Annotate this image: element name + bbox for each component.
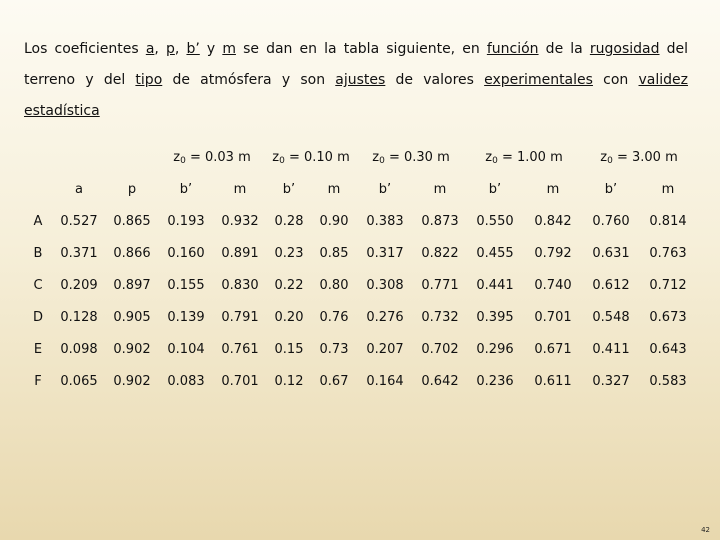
table-cell: 0.740 [534,277,572,293]
table-cell: 0.822 [421,245,459,261]
table-cell: 0.236 [476,373,514,389]
table-cell: 0.866 [113,245,151,261]
underlined-term: tipo [135,72,163,88]
column-header: m [233,182,247,197]
table-cell: 0.411 [592,341,630,357]
table-row [24,365,696,397]
table-cell: 0.612 [592,277,630,293]
z0-value: = 0.30 m [384,150,450,165]
row-label: B [33,245,43,261]
empty-header-cell [24,174,52,205]
row-label: C [33,277,43,293]
table-cell: 0.85 [319,245,349,261]
table-cell: 0.15 [274,341,304,357]
table-cell: 0.12 [274,373,304,389]
underlined-term: ajustes [335,72,386,88]
table-cell: 0.90 [319,213,349,229]
underlined-term: m [222,41,236,57]
z0-group-header [582,142,696,174]
table-row [24,301,696,333]
table-cell: 0.643 [649,341,687,357]
intro-text-fragment: del terreno y del [24,41,689,88]
table-cell: 0.76 [319,309,349,325]
table-cell: 0.771 [421,277,459,293]
column-header: m [546,182,560,197]
z0-group-header [158,142,266,174]
column-header: m [661,182,675,197]
z0-value: = 3.00 m [612,150,678,165]
table-cell: 0.20 [274,309,304,325]
z0-subscript: 0 [607,156,613,166]
table-cell: 0.160 [167,245,205,261]
row-label: E [33,341,43,357]
table-cell: 0.702 [421,341,459,357]
table-cell: 0.455 [476,245,514,261]
column-header: b’ [179,182,193,197]
underlined-term: p [165,41,175,57]
table-cell: 0.642 [421,373,459,389]
table-cell: 0.548 [592,309,630,325]
z0-group-header [466,142,582,174]
table-cell: 0.712 [649,277,687,293]
z0-symbol: z [372,150,380,165]
intro-text-fragment: de atmósfera y son [162,72,336,88]
table-cell: 0.902 [113,341,151,357]
z0-group-header [356,142,466,174]
column-header: b’ [488,182,502,197]
column-header: b’ [604,182,618,197]
table-cell: 0.308 [366,277,404,293]
column-header: p [127,182,137,197]
table-row [24,237,696,269]
table-cell: 0.098 [60,341,98,357]
table-cell: 0.317 [366,245,404,261]
column-header: m [327,182,341,197]
table-cell: 0.083 [167,373,205,389]
table-row [24,333,696,365]
table-cell: 0.932 [221,213,259,229]
table-cell: 0.164 [366,373,404,389]
table-cell: 0.732 [421,309,459,325]
intro-text-fragment: y [199,41,223,57]
table-cell: 0.395 [476,309,514,325]
row-label: D [32,309,43,325]
z0-symbol: z [173,150,181,165]
table-cell: 0.631 [592,245,630,261]
table-cell: 0.842 [534,213,572,229]
intro-text-fragment: se dan en la tabla siguiente, en [235,41,487,57]
table-cell: 0.583 [649,373,687,389]
table-row [24,205,696,237]
table-cell: 0.865 [113,213,151,229]
table-cell: 0.193 [167,213,205,229]
underlined-term: experimentales [484,72,593,88]
table-cell: 0.296 [476,341,514,357]
table-cell: 0.763 [649,245,687,261]
table-cell: 0.611 [534,373,572,389]
table-cell: 0.383 [366,213,404,229]
table-cell: 0.104 [167,341,205,357]
table-cell: 0.761 [221,341,259,357]
z0-value: = 1.00 m [497,150,563,165]
table-cell: 0.155 [167,277,205,293]
z0-value: = 0.10 m [284,150,350,165]
table-cell: 0.28 [274,213,304,229]
table-body [24,205,696,397]
table-cell: 0.207 [366,341,404,357]
table-cell: 0.67 [319,373,349,389]
intro-text-fragment: de la [538,41,590,57]
z0-symbol: z [600,150,608,165]
table-cell: 0.897 [113,277,151,293]
table-cell: 0.371 [60,245,98,261]
table-cell: 0.065 [60,373,98,389]
row-label: F [34,373,42,389]
intro-text-fragment: con [592,72,639,88]
underlined-term: a [145,41,155,57]
underlined-term: rugosidad [589,41,660,57]
z0-group-header [266,142,356,174]
table-cell: 0.671 [534,341,572,357]
table-cell: 0.792 [534,245,572,261]
intro-paragraph [24,34,688,127]
z0-value: = 0.03 m [185,150,251,165]
table-cell: 0.23 [274,245,304,261]
column-header: m [433,182,447,197]
intro-text-fragment: , [154,41,166,57]
coefficients-table [24,142,696,397]
table-cell: 0.905 [113,309,151,325]
z0-symbol: z [272,150,280,165]
coefficients-table-wrap [24,142,696,397]
table-cell: 0.209 [60,277,98,293]
table-cell: 0.441 [476,277,514,293]
underlined-term: b’ [186,41,200,57]
underlined-term: validez estadística [24,72,688,119]
slide-number: 42 [701,526,710,534]
table-cell: 0.276 [366,309,404,325]
table-cell: 0.80 [319,277,349,293]
column-header: b’ [282,182,296,197]
table-cell: 0.673 [649,309,687,325]
table-cell: 0.830 [221,277,259,293]
table-cell: 0.527 [60,213,98,229]
table-cell: 0.701 [534,309,572,325]
z0-subscript: 0 [279,156,285,166]
table-cell: 0.73 [319,341,349,357]
intro-text-fragment: de valores [385,72,485,88]
table-cell: 0.902 [113,373,151,389]
z0-subscript: 0 [180,156,186,166]
table-cell: 0.760 [592,213,630,229]
table-cell: 0.701 [221,373,259,389]
table-cell: 0.139 [167,309,205,325]
table-cell: 0.22 [274,277,304,293]
z0-subscript: 0 [492,156,498,166]
empty-header-cell [52,142,106,174]
table-cell: 0.128 [60,309,98,325]
row-label: A [33,213,43,229]
empty-header-cell [106,142,158,174]
column-header-row [24,174,696,205]
z0-symbol: z [485,150,493,165]
table-cell: 0.550 [476,213,514,229]
table-cell: 0.891 [221,245,259,261]
table-cell: 0.327 [592,373,630,389]
column-header: b’ [378,182,392,197]
table-cell: 0.814 [649,213,687,229]
column-header: a [75,182,83,197]
intro-text-fragment: , [174,41,187,57]
intro-text-fragment: Los coeficientes [24,41,146,57]
empty-header-cell [24,142,52,174]
z0-header-row [24,142,696,174]
underlined-term: función [486,41,539,57]
table-cell: 0.873 [421,213,459,229]
table-row [24,269,696,301]
table-cell: 0.791 [221,309,259,325]
z0-subscript: 0 [379,156,385,166]
